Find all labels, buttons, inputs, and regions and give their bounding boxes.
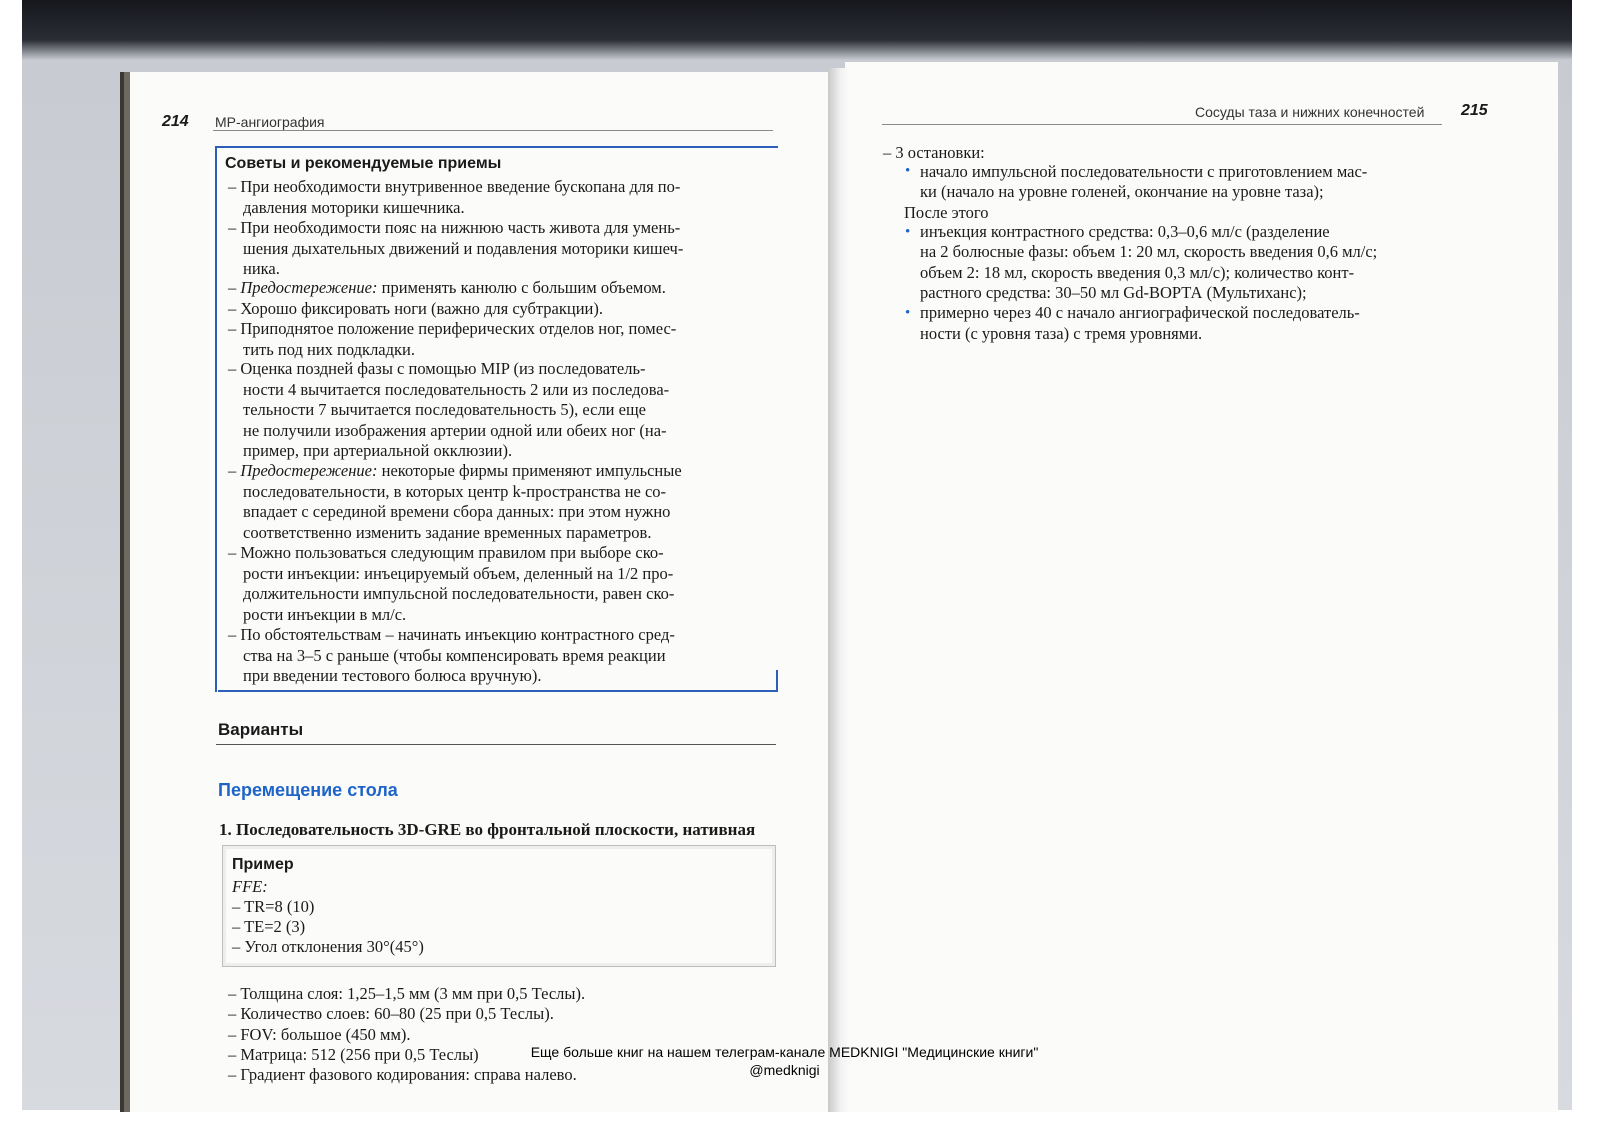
param-line: – FOV: большое (450 мм). bbox=[228, 1025, 411, 1044]
variants-rule bbox=[216, 744, 776, 745]
caution-label: Предостережение: bbox=[240, 461, 378, 480]
param-line: – Толщина слоя: 1,25–1,5 мм (3 мм при 0,5 Теслы). bbox=[228, 984, 586, 1003]
tips-box-bottom-rule bbox=[218, 690, 777, 692]
right-line: ки (начало на уровне голеней, окончание на уровне таза); bbox=[920, 182, 1324, 201]
tips-line: ника. bbox=[243, 259, 280, 278]
bullet: • bbox=[905, 305, 911, 321]
caution-dash: – bbox=[228, 461, 241, 480]
tips-box-right-tick bbox=[776, 670, 778, 692]
param-line: – Количество слоев: 60–80 (25 при 0,5 Теслы). bbox=[228, 1004, 554, 1023]
footer-note-line1: Еще больше книг на нашем телеграм-канале MEDKNIGI "Медицинские книги" bbox=[530, 1044, 1039, 1060]
left-header-rule bbox=[213, 130, 773, 131]
example-mode: FFE: bbox=[232, 877, 268, 896]
right-running-head: Сосуды таза и нижних конечностей bbox=[1195, 104, 1425, 120]
variants-heading: Варианты bbox=[218, 720, 304, 739]
tips-line: последовательности, в которых центр k-пространства не со- bbox=[243, 482, 667, 501]
right-line: на 2 болюсные фазы: объем 1: 20 мл, скорость введения 0,6 мл/с; bbox=[920, 242, 1378, 261]
example-title: Пример bbox=[232, 856, 294, 873]
right-line: начало импульсной последовательности с приготовлением мас- bbox=[920, 162, 1368, 181]
example-line: – TE=2 (3) bbox=[232, 917, 306, 936]
tips-line: должительности импульсной последовательности, равен ско- bbox=[243, 584, 675, 603]
example-line: – TR=8 (10) bbox=[232, 897, 315, 916]
tips-line: пример, при артериальной окклюзии). bbox=[243, 441, 513, 460]
tips-line: при введении тестового болюса вручную). bbox=[243, 666, 542, 685]
caution-text: некоторые фирмы применяют импульсные bbox=[377, 461, 682, 480]
caution-dash: – bbox=[228, 278, 241, 297]
caution-label: Предостережение: bbox=[240, 278, 378, 297]
left-page-number: 214 bbox=[162, 113, 189, 130]
right-line: объем 2: 18 мл, скорость введения 0,3 мл/с); количество конт- bbox=[920, 263, 1355, 282]
right-line: После этого bbox=[904, 203, 989, 222]
tips-line: соответственно изменить задание временных параметров. bbox=[243, 523, 652, 542]
tips-line: тить под них подкладки. bbox=[243, 340, 416, 359]
tips-line: – Хорошо фиксировать ноги (важно для субтракции). bbox=[228, 299, 603, 318]
tips-line: – Можно пользоваться следующим правилом при выборе ско- bbox=[228, 543, 664, 562]
right-line: растного средства: 30–50 мл Gd-ВОРТА (Мультиханс); bbox=[920, 283, 1307, 302]
table-move-heading: Перемещение стола bbox=[218, 780, 398, 800]
right-line: – 3 остановки: bbox=[883, 143, 985, 162]
tips-line: – Приподнятое положение периферических отделов ног, помес- bbox=[228, 319, 677, 338]
tips-line: – По обстоятельствам – начинать инъекцию контрастного сред- bbox=[228, 625, 675, 644]
tips-line: не получили изображения артерии одной или обеих ног (на- bbox=[243, 421, 667, 440]
example-line: – Угол отклонения 30°(45°) bbox=[232, 937, 424, 956]
footer-note-line2: @medknigi bbox=[749, 1062, 820, 1078]
param-line: – Матрица: 512 (256 при 0,5 Теслы) bbox=[228, 1045, 479, 1064]
bullet: • bbox=[905, 224, 911, 240]
right-line: ности (с уровня таза) с тремя уровнями. bbox=[920, 324, 1203, 343]
tips-title: Советы и рекомендуемые приемы bbox=[225, 155, 502, 172]
book-gutter bbox=[828, 68, 850, 1112]
tips-line: – При необходимости пояс на нижнюю часть живота для умень- bbox=[228, 218, 681, 237]
caution-line-2 bbox=[228, 461, 682, 482]
right-line: примерно через 40 с начало ангиографической последователь- bbox=[920, 303, 1360, 322]
tips-line: впадает с серединой времени сбора данных: при этом нужно bbox=[243, 502, 671, 521]
tips-line: ности 4 вычитается последовательность 2 или из последова- bbox=[243, 380, 670, 399]
tips-line: – При необходимости внутривенное введение бускопана для по- bbox=[228, 177, 681, 196]
right-header-rule bbox=[882, 124, 1442, 125]
tips-line: рости инъекции: инъецируемый объем, деленный на 1/2 про- bbox=[243, 564, 674, 583]
caution-text: применять канюлю с большим объемом. bbox=[377, 278, 666, 297]
tips-line: рости инъекции в мл/с. bbox=[243, 605, 407, 624]
caution-line-1 bbox=[228, 278, 666, 299]
sequence-heading: 1. Последовательность 3D-GRE во фронтальной плоскости, нативная bbox=[219, 820, 756, 839]
bullet: • bbox=[905, 163, 911, 179]
tips-line: – Оценка поздней фазы с помощью MIP (из последователь- bbox=[228, 359, 646, 378]
tips-line: тельности 7 вычитается последовательность 5), если еще bbox=[243, 400, 646, 419]
tips-line: шения дыхательных движений и подавления моторики кишеч- bbox=[243, 239, 684, 258]
tips-line: давления моторики кишечника. bbox=[243, 198, 465, 217]
left-running-head: МР-ангиография bbox=[215, 114, 325, 130]
telegram-footer-note bbox=[512, 1043, 1057, 1079]
right-page-number: 215 bbox=[1461, 102, 1488, 119]
right-line: инъекция контрастного средства: 0,3–0,6 мл/с (разделение bbox=[920, 222, 1330, 241]
tips-line: ства на 3–5 с раньше (чтобы компенсировать время реакции bbox=[243, 646, 666, 665]
param-line: – Градиент фазового кодирования: справа налево. bbox=[228, 1065, 577, 1084]
